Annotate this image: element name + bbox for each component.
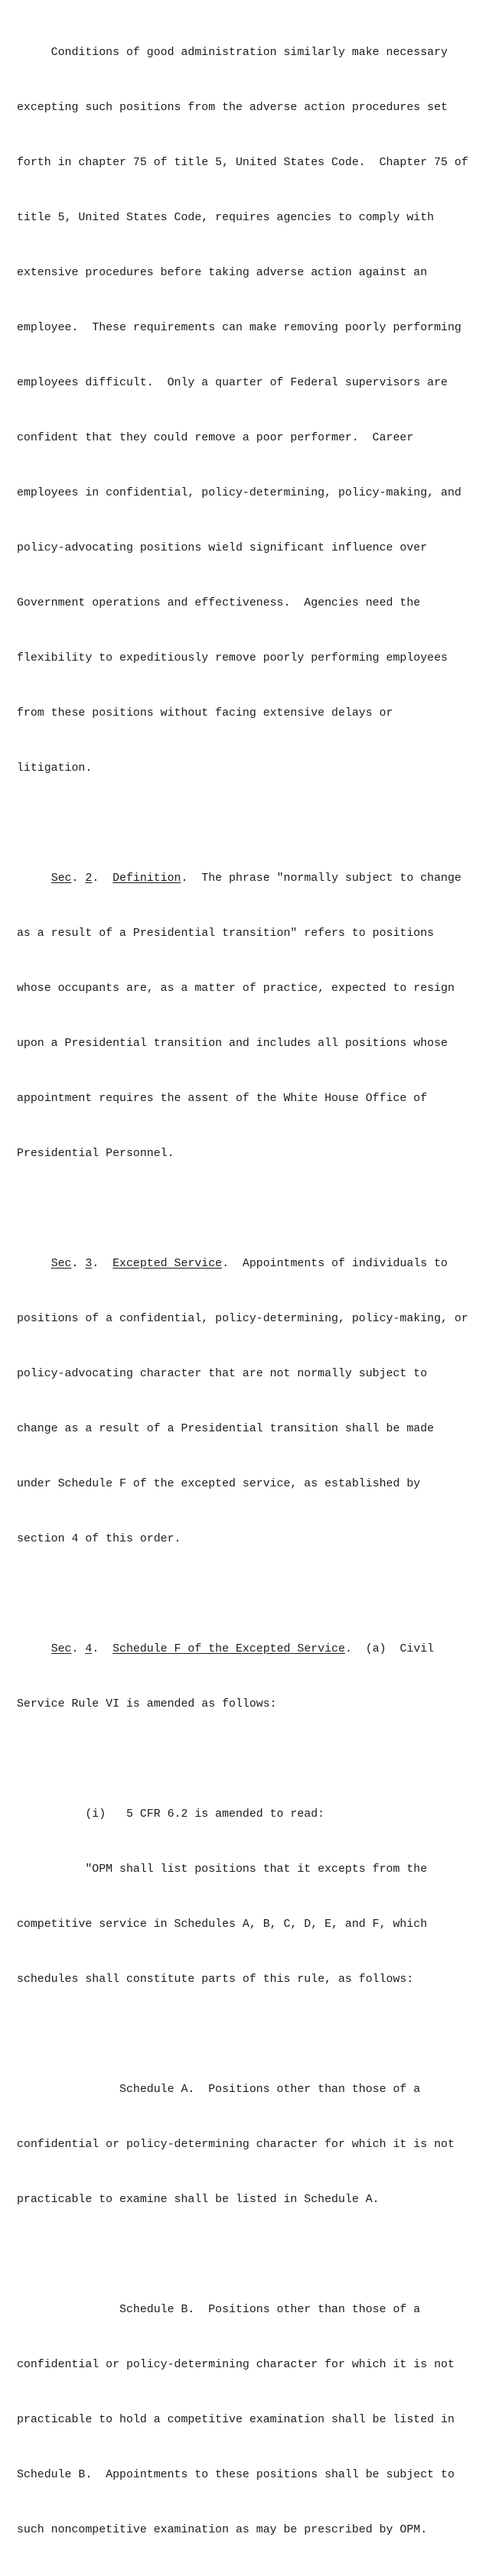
section-heading: Schedule F of the Excepted Service [112, 1643, 345, 1655]
section-4 [17, 1603, 476, 1750]
text-line: flexibility to expeditiously remove poorly performing employees [17, 652, 448, 664]
text-line: litigation. [17, 762, 93, 775]
text-line: "OPM shall list positions that it excepts from the [17, 1863, 428, 1876]
section-number: 4 [85, 1643, 93, 1655]
schedule-b [17, 2264, 476, 2576]
text-line: (i) 5 CFR 6.2 is amended to read: [17, 1808, 325, 1821]
text-line: excepting such positions from the adverse action procedures set [17, 102, 448, 114]
text-line: Schedule B. Positions other than those of a [17, 2304, 421, 2316]
text-line: upon a Presidential transition and includes all positions whose [17, 1038, 448, 1050]
text-line: employees in confidential, policy-determining, policy-making, and [17, 487, 461, 499]
text-line: positions of a confidential, policy-determining, policy-making, or [17, 1313, 468, 1325]
document-page [17, 7, 476, 2576]
section-heading: Definition [112, 872, 181, 885]
text-line: appointment requires the assent of the White House Office of [17, 1093, 428, 1105]
intro-paragraph [17, 7, 476, 814]
section-number: 2 [85, 872, 93, 885]
text-line: Presidential Personnel. [17, 1148, 174, 1160]
text-line: employees difficult. Only a quarter of Federal supervisors are [17, 377, 448, 389]
text-line: Conditions of good administration similarly make necessary [17, 47, 448, 59]
text-line: from these positions without facing extensive delays or [17, 707, 393, 720]
text-line: practicable to hold a competitive examination shall be listed in [17, 2414, 455, 2426]
text-line: employee. These requirements can make removing poorly performing [17, 322, 461, 334]
text-line: Appointments of individuals to [229, 1258, 448, 1270]
text-line: Government operations and effectiveness. Agencies need the [17, 597, 421, 609]
section-heading: Excepted Service [112, 1258, 223, 1270]
section-4-heading-line: Sec. 4. Schedule F of the Excepted Service. (a) Civil [51, 1643, 435, 1655]
text-line: policy-advocating character that are not normally subject to [17, 1368, 428, 1380]
amendment-i [17, 1769, 476, 2025]
text-line: Schedule B. Appointments to these positions shall be subject to [17, 2469, 455, 2481]
section-2-heading-line: Sec. 2. Definition. The phrase "normally subject to change [51, 872, 461, 885]
text-line: schedules shall constitute parts of this rule, as follows: [17, 1973, 414, 1986]
text-line: change as a result of a Presidential transition shall be made [17, 1423, 435, 1435]
text-line: competitive service in Schedules A, B, C, D, E, and F, which [17, 1918, 428, 1931]
text-line: confident that they could remove a poor performer. Career [17, 432, 414, 444]
text-line: Schedule A. Positions other than those of a [17, 2084, 421, 2096]
text-line: extensive procedures before taking adverse action against an [17, 267, 428, 279]
text-line: confidential or policy-determining character for which it is not [17, 2139, 455, 2151]
text-line: title 5, United States Code, requires agencies to comply with [17, 212, 435, 224]
text-line: practicable to examine shall be listed in Schedule A. [17, 2194, 380, 2206]
text-line: confidential or policy-determining character for which it is not [17, 2359, 455, 2371]
text-line: Service Rule VI is amended as follows: [17, 1698, 277, 1710]
schedule-a [17, 2044, 476, 2246]
text-line: as a result of a Presidential transition" refers to positions [17, 927, 435, 940]
sec-label: Sec [51, 872, 72, 885]
text-line: such noncompetitive examination as may be prescribed by OPM. [17, 2524, 428, 2536]
text-line: under Schedule F of the excepted service, as established by [17, 1478, 421, 1490]
text-line: policy-advocating positions wield significant influence over [17, 542, 428, 554]
section-3 [17, 1218, 476, 1585]
section-2 [17, 833, 476, 1200]
text-line: (a) Civil [351, 1643, 435, 1655]
sec-label: Sec [51, 1258, 72, 1270]
section-number: 3 [85, 1258, 93, 1270]
text-line: section 4 of this order. [17, 1533, 181, 1545]
text-line: whose occupants are, as a matter of practice, expected to resign [17, 983, 455, 995]
text-line: forth in chapter 75 of title 5, United States Code. Chapter 75 of [17, 157, 468, 169]
section-3-heading-line: Sec. 3. Excepted Service. Appointments of individuals to [51, 1258, 448, 1270]
sec-label: Sec [51, 1643, 72, 1655]
text-line: The phrase "normally subject to change [187, 872, 461, 885]
